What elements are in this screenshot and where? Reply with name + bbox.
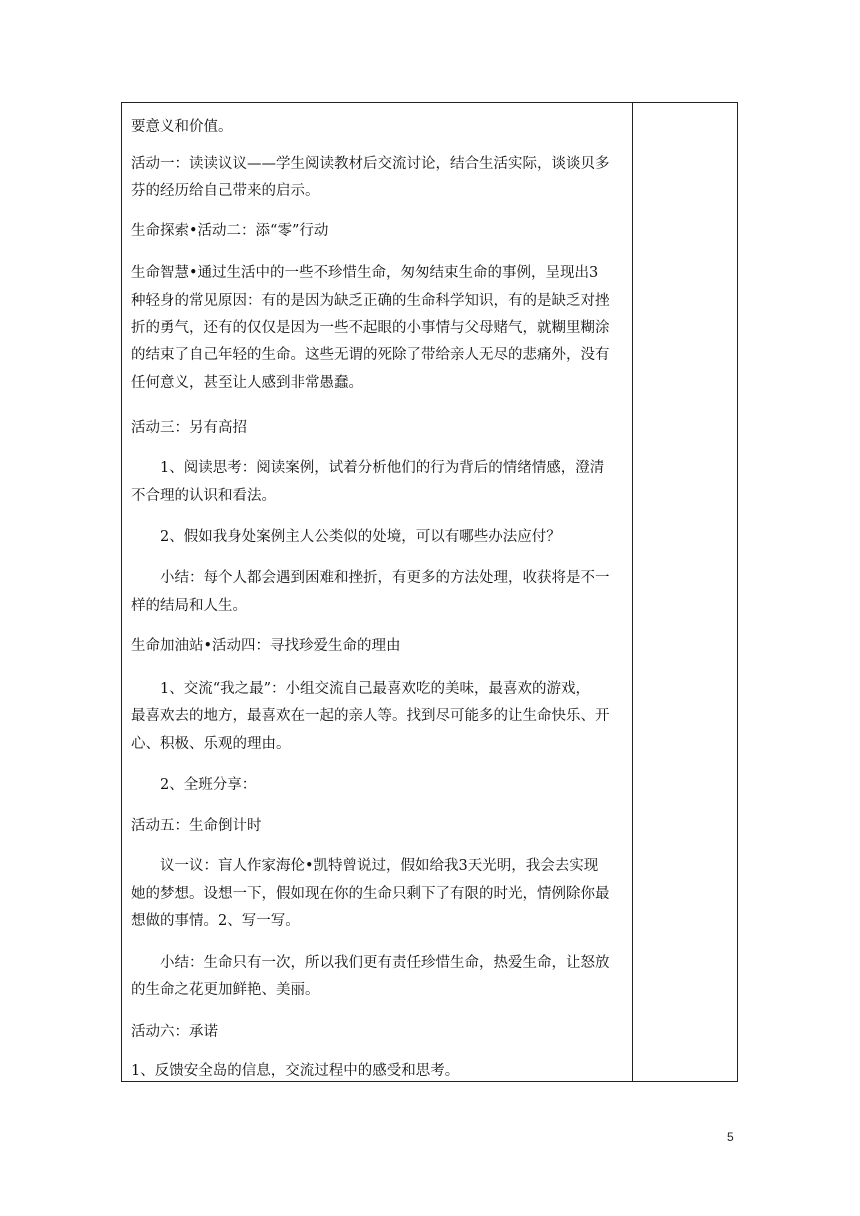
text-line: 小结：每个人都会遇到困难和挫折，有更多的方法处理，收获将是不一 — [160, 570, 610, 586]
text-line: 1、交流“我之最”：小组交流自己最喜欢吃的美味，最喜欢的游戏， — [160, 681, 591, 697]
activity-1-line: 活动一：读读议议——学生阅读教材后交流讨论，结合生活实际，谈谈贝多 — [131, 156, 610, 172]
text-line: 她的梦想。设想一下，假如现在你的生命只剩下了有限的时光，情例除你最 — [131, 886, 610, 902]
text-line: 议一议：盲人作家海伦•凯特曾说过，假如给我3天光明，我会去实现 — [160, 858, 599, 874]
text-line: 芬的经历给自己带来的启示。 — [131, 183, 320, 199]
text-line: 1、反馈安全岛的信息，交流过程中的感受和思考。 — [131, 1063, 460, 1079]
text-line: 1、阅读思考：阅读案例，试着分析他们的行为背后的情绪情感，澄清 — [160, 460, 605, 476]
activity-3-heading: 活动三：另有高招 — [131, 420, 247, 436]
text-line: 2、假如我身处案例主人公类似的处境，可以有哪些办法应付？ — [160, 529, 561, 545]
activity-5-heading: 活动五：生命倒计时 — [131, 818, 262, 834]
text-line: 想做的事情。2、写一写。 — [131, 913, 300, 929]
lesson-table — [121, 102, 738, 1082]
text-line: 任何意义，甚至让人感到非常愚蠢。 — [131, 375, 363, 391]
text-line: 2、全班分享： — [160, 777, 257, 793]
activity-4-heading: 生命加油站•活动四：寻找珍爱生命的理由 — [131, 638, 401, 654]
text-line: 不合理的认识和看法。 — [131, 488, 276, 504]
activity-2-heading: 生命探索•活动二：添“零”行动 — [131, 223, 329, 239]
column-divider — [632, 103, 633, 1081]
text-line: 种轻身的常见原因：有的是因为缺乏正确的生命科学知识，有的是缺乏对挫 — [131, 293, 610, 309]
text-line: 心、积极、乐观的理由。 — [131, 736, 291, 752]
text-line: 的生命之花更加鲜艳、美丽。 — [131, 982, 320, 998]
text-line: 样的结局和人生。 — [131, 598, 247, 614]
text-line: 的结束了自己年轻的生命。这些无谓的死除了带给亲人无尽的悲痛外，没有 — [131, 347, 610, 363]
activity-6-heading: 活动六：承诺 — [131, 1024, 218, 1040]
text-line: 要意义和价值。 — [131, 119, 233, 135]
lesson-content-cell — [122, 103, 632, 1081]
text-line: 小结：生命只有一次，所以我们更有责任珍惜生命，热爱生命，让怒放 — [160, 955, 610, 971]
text-line: 生命智慧•通过生活中的一些不珍惜生命，匆匆结束生命的事例，呈现出3 — [131, 265, 599, 281]
text-line: 最喜欢去的地方，最喜欢在一起的亲人等。找到尽可能多的让生命快乐、开 — [131, 708, 610, 724]
text-line: 折的勇气，还有的仅仅是因为一些不起眼的小事情与父母赌气，就糊里糊涂 — [131, 320, 610, 336]
page-number: 5 — [727, 1130, 734, 1144]
